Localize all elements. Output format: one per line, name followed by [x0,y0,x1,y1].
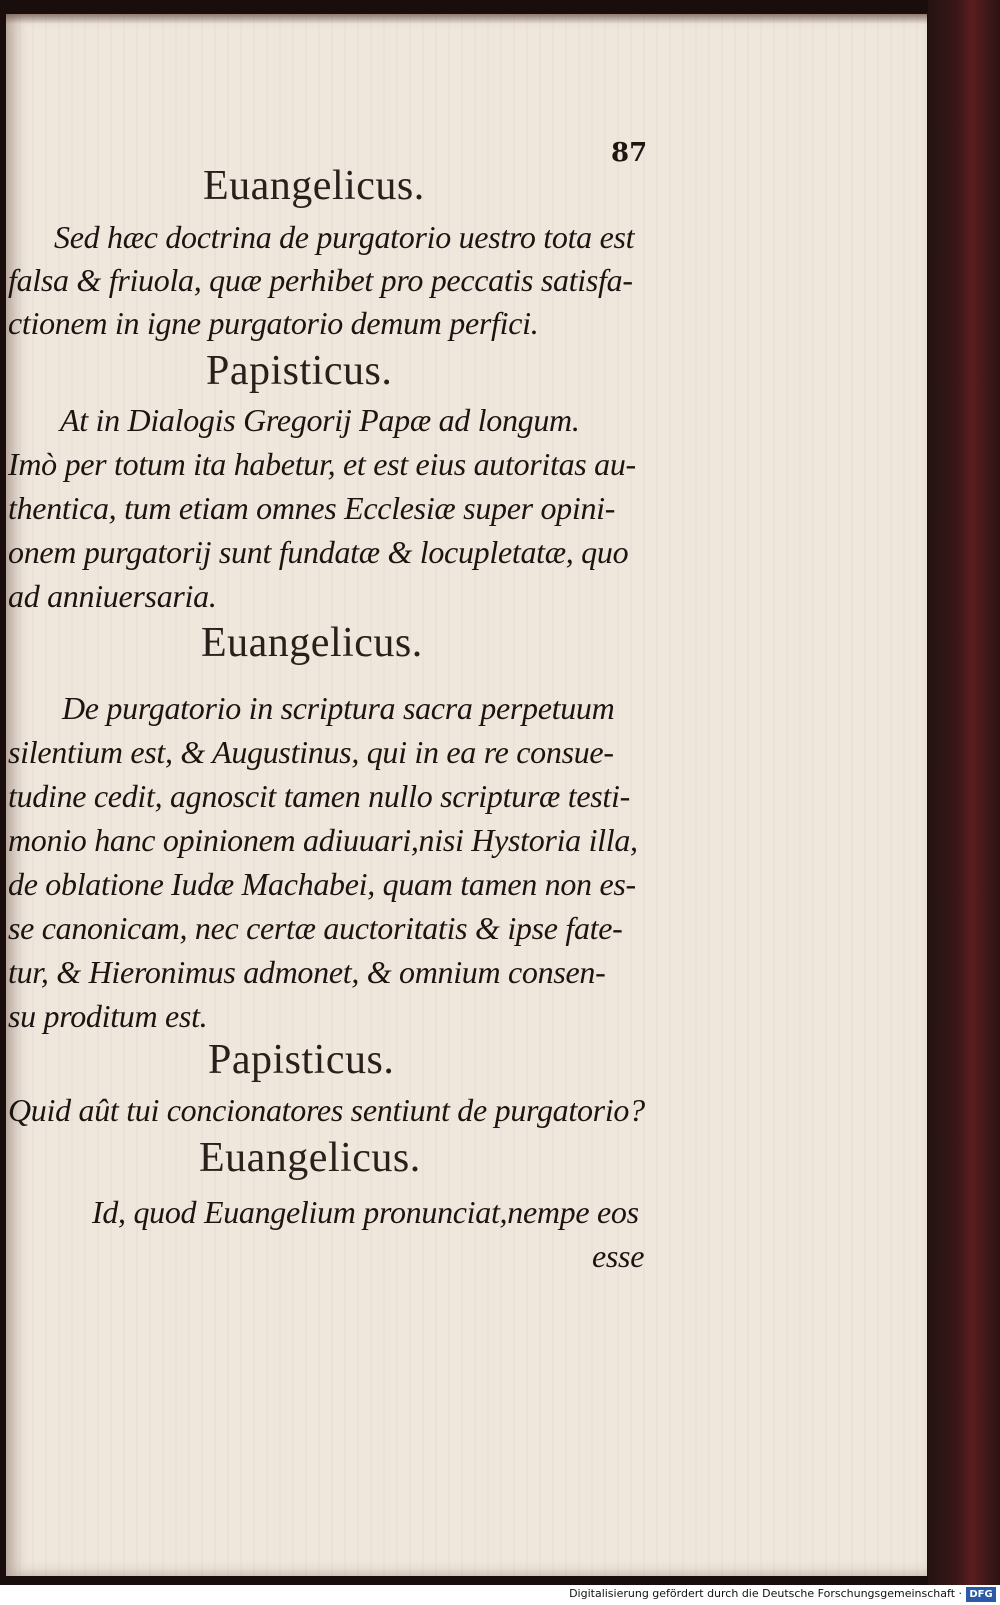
text-line: De purgatorio in scriptura sacra perpetuum [62,690,615,726]
scan-edge [928,0,1000,1585]
funding-credit: Digitalisierung gefördert durch die Deutsche Forschungsgemeinschaft · [569,1587,962,1600]
speaker-heading: Euangelicus. [203,163,425,209]
page-shadow [6,14,927,24]
text-line: tudine cedit, agnoscit tamen nullo scripturæ testi- [8,778,630,814]
speaker-heading: Euangelicus. [201,620,423,666]
text-line: se canonicam, nec certæ auctoritatis & ipse fate- [8,910,623,946]
dfg-logo: DFG [966,1587,996,1602]
text-line: monio hanc opinionem adiuuari,nisi Hystoria illa, [8,822,638,858]
text-line: ad anniuersaria. [8,578,217,614]
catchword: esse [592,1238,645,1274]
text-line: Sed hæc doctrina de purgatorio uestro tota est [54,219,635,255]
text-line: Id, quod Euangelium pronunciat,nempe eos [92,1194,639,1230]
speaker-heading: Papisticus. [206,348,393,394]
text-line: de oblatione Iudæ Machabei, quam tamen non es- [8,866,636,902]
text-line: su proditum est. [8,998,208,1034]
text-line: tur, & Hieronimus admonet, & omnium consen- [8,954,606,990]
text-line: ctionem in igne purgatorio demum perfici. [8,305,539,341]
text-line: silentium est, & Augustinus, qui in ea re consue- [8,734,614,770]
text-line: At in Dialogis Gregorij Papæ ad longum. [60,402,580,438]
text-line: thentica, tum etiam omnes Ecclesiæ super opini- [8,490,616,526]
speaker-heading: Papisticus. [208,1037,395,1083]
digitization-footer [0,1585,1000,1605]
speaker-heading: Euangelicus. [199,1135,421,1181]
page-number: 87 [611,138,648,168]
book-page [6,14,927,1576]
text-line: onem purgatorij sunt fundatæ & locupletatæ, quo [8,534,629,570]
text-line: falsa & friuola, quæ perhibet pro peccatis satisfa- [8,262,633,298]
text-line: Quid aût tui concionatores sentiunt de purgatorio? [8,1092,645,1128]
text-line: Imò per totum ita habetur, et est eius autoritas au- [8,446,636,482]
